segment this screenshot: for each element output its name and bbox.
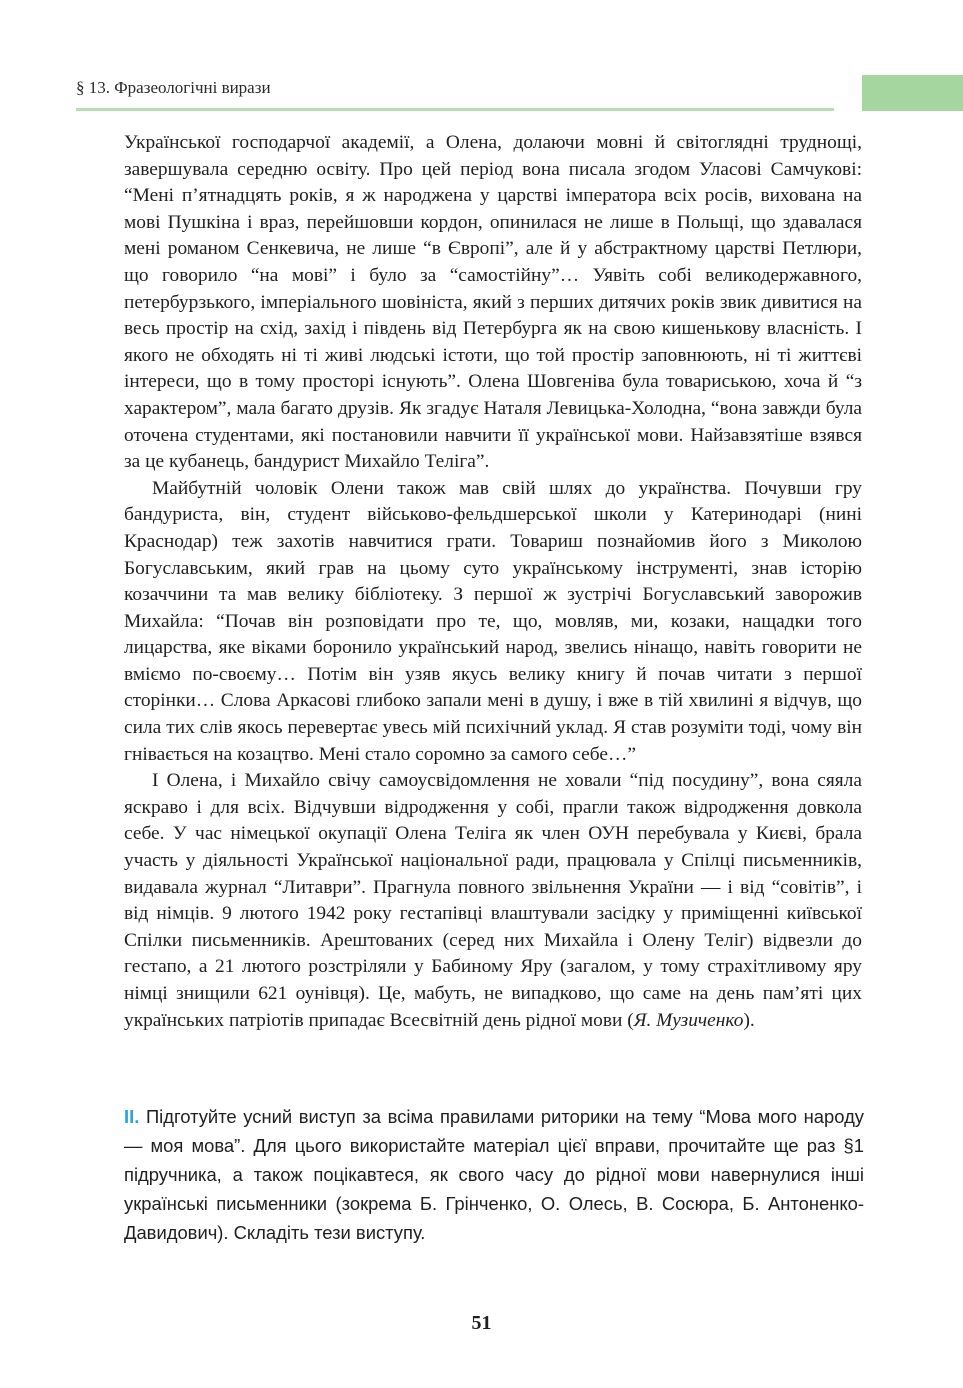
paragraph [124,768,862,1034]
paragraph: Української господарчої академії, а Олена, долаючи мовні й світоглядні труднощі, завершувала середню освіту. Про цей період вона писала згодом Уласові Самчукові: “Мені п’ятнадцять років, я ж народжена у царстві імператора всіх росів, вихована на мові Пушкіна і враз, перейшовши кордон, опинилася не лише в Польщі, що здавалася мені романом Сенкевича, не лише “в Європі”, але й у абстрактному царстві Петлюри, що говорило “на мові” і було за “самостійну”… Уявіть собі великодержавного, петербурзького, імперіального шовініста, який з перших дитячих років звик дивитися на весь простір на схід, захід і південь від Петербурга як на свою кишенькову власність. І якого не обходять ні ті живі людські істоти, що той простір заповнюють, ні ті життєві інтереси, що в тому просторі існують”. Олена Шовгенiва була товариською, хоча й “з характером”, мала багато друзів. Як згадує Наталя Левицька-Холодна, “вона завжди була оточена студентами, які постановили навчити її української мови. Найзавзятіше взявся за це кубанець, бандурист Михайло Теліга”. [124,132,862,473]
section-tab-marker [862,75,963,111]
author-close: ). [743,1009,755,1031]
page-number: 51 [471,1312,492,1334]
task-number: ІІ. [124,1106,140,1127]
page-header [0,0,963,120]
section-title: § 13. Фразеологічні вирази [76,78,271,97]
task-text: Підготуйте усний виступ за всіма правилами риторики на тему “Мова мого народу — моя мова”. Для цього використайте матеріал цієї вправи, прочитайте ще раз §1 підручника, а також поцікавтеся, як свого часу до рідної мови навернулися інші українські письменники (зокрема Б. Грінченко, О. Олесь, В. Сосюра, Б. Антоненко-Давидович). Складіть тези виступу. [124,1106,864,1243]
author-name: Я. Музиченко [633,1009,744,1031]
paragraph-text: І Олена, і Михайло свічу самоусвідомлення не ховали “під посудину”, вона сяяла яскраво і для всіх. Відчувши відродження у собі, прагли також відродження довкола себе. У час німецької окупації Олена Теліга як член ОУН перебувала у Києві, брала участь у діяльності Української національної ради, працювала у Спілці письменників, видавала журнал “Литаври”. Прагнула повного звільнення України — і від “совітів”, і від німців. 9 лютого 1942 року гестапівці влаштували засідку у приміщенні київської Спілки письменників. Арештованих (серед них Михайла і Олену Теліг) відвезли до гестапо, а 21 лютого розстріляли у Бабиному Яру (загалом, у тому страхітливому яру німці знищили 621 оунівця). Це, мабуть, не випадково, що саме на день пам’яті цих українських патріотів припадає Всесвітній день рідної мови ( [124,770,862,1031]
header-divider [76,108,834,111]
task-block [124,1102,864,1247]
paragraph: Майбутній чоловік Олени також мав свій шлях до українства. Почувши гру бандуриста, він, студент військово-фельдшерської школи у Катеринодарі (нині Краснодар) теж захотів навчитися грати. Товариш познайомив його з Миколою Богуславським, який грав на цьому суто українському інструменті, знав історію козаччини та мав велику бібліотеку. З першої ж зустрічі Богуславський заворожив Михайла: “Почав він розповідати про те, що, мовляв, ми, козаки, нащадки того лицарства, яке віками боронило український народ, звелись нінащо, навіть говорити не вміємо по-своєму… Потім він узяв якусь велику книгу й почав читати з першої сторінки… Слова Аркасові глибоко запали мені в душу, і вже в тій хвилині я відчув, що сила тих слів якось перевертає увесь мій психічний уклад. Я став розуміти тоді, чому він гнівається на козацтво. Мені стало соромно за самого себе…” [124,477,862,765]
main-text [124,130,862,1034]
